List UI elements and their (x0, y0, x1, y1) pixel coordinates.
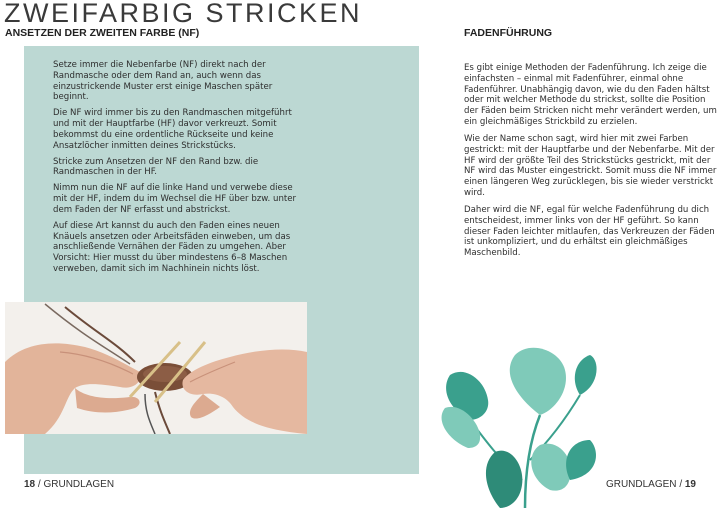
right-paragraph: Wie der Name schon sagt, wird hier mit zwei Farben gestrickt: mit der Hauptfarbe und der Nebenfarbe. Mit der HF wird der größte Teil des Strickstücks gestrickt, mit der NF wird das Muster eingestrickt. Somit muss die NF immer einen längeren Weg zurücklegen, bis sie wieder verstrickt wird. (464, 133, 717, 199)
knitting-hands-photo (5, 302, 307, 434)
left-paragraph: Nimm nun die NF auf die linke Hand und verwebe diese mit der HF, indem du im Wechsel die HF über bzw. unter dem Faden der NF erfasst und abstrickst. (53, 183, 297, 215)
left-paragraph: Auf diese Art kannst du auch den Faden eines neuen Knäuels ansetzen oder Arbeitsfäden einweben, um das anschließende Vernähen der Fäden zu umgehen. Aber Vorsicht: Hier musst du über mindestens 6–8 Maschen verweben, damit sich im Nachhinein nichts löst. (53, 220, 291, 275)
left-paragraph: Setze immer die Nebenfarbe (NF) direkt nach der Randmasche oder dem Rand an, auch wenn das einzustrickende Muster erst einige Maschen später beginnt. (53, 60, 273, 103)
monstera-plant-illustration (430, 340, 600, 508)
left-footer-label: GRUNDLAGEN (43, 479, 115, 490)
left-page-number: 18 (24, 479, 36, 490)
left-paragraph: Die NF wird immer bis zu den Randmaschen mitgeführt und mit der Hauptfarbe (HF) davor verkreuzt. Somit bekommst du eine ordentliche Rückseite und keine Ansatzlöcher inmitten deines Strickstücks. (53, 108, 292, 151)
footer-separator: / (37, 479, 44, 490)
left-body-text (53, 60, 308, 280)
page-title: ZWEIFARBIG STRICKEN (4, 0, 363, 28)
left-section-heading: ANSETZEN DER ZWEITEN FARBE (NF) (5, 27, 200, 39)
right-page-number: 19 (684, 479, 696, 490)
knitting-hands-illustration (5, 302, 307, 434)
right-page-footer (606, 479, 696, 490)
left-paragraph: Stricke zum Ansetzen der NF den Rand bzw. die Randmaschen in der HF. (53, 156, 259, 178)
footer-separator: / (679, 479, 685, 490)
right-footer-label: GRUNDLAGEN (605, 479, 677, 490)
right-section-heading: FADENFÜHRUNG (464, 27, 553, 39)
right-paragraph: Es gibt einige Methoden der Fadenführung. Ich zeige die einfachsten – einmal mit Fadenführer, einmal ohne Fadenführer. Unabhängig davon, wie du den Faden hältst oder mit welcher Methode du strickst, sollte die Position der Fäden beim Stricken nicht mehr verändert werden, um ein gleichmäßiges Strickbild zu erzielen. (464, 63, 717, 128)
right-paragraph: Daher wird die NF, egal für welche Fadenführung du dich entscheidest, immer links von der HF geführt. So kann dieser Faden leichter mitlaufen, das Verkreuzen der Fäden ist unkompliziert, und du erhältst ein gleichmäßiges Maschenbild. (464, 204, 715, 259)
left-page-footer (24, 479, 114, 490)
right-body-text (464, 63, 717, 265)
